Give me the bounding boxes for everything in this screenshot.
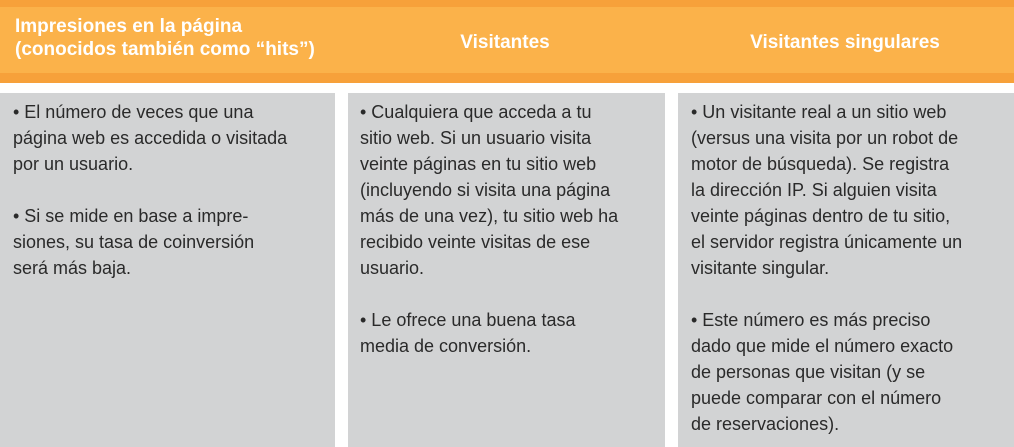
text-line: siones, su tasa de coinversión (13, 232, 255, 252)
header-visitantes-singulares: Visitantes singulares (750, 32, 940, 53)
column-visitantes-singulares (678, 93, 1014, 447)
text-line: visitante singular. (691, 258, 830, 278)
text-line: (incluyendo si visita una página (360, 180, 611, 200)
text-line: • El número de veces que una (13, 102, 254, 122)
text-line: veinte páginas dentro de tu sitio, (691, 206, 951, 226)
text-line: dado que mide el número exacto (691, 336, 954, 356)
column-visitantes (348, 93, 665, 447)
text-line: de reservaciones). (691, 414, 840, 434)
text-line: motor de búsqueda). Se registra (691, 154, 950, 174)
column-impresiones (0, 93, 335, 447)
text-line: será más baja. (13, 258, 132, 278)
text-line: (versus una visita por un robot de (691, 128, 959, 148)
text-line: media de conversión. (360, 336, 532, 356)
bullet-item (360, 99, 659, 281)
header-impresiones-line-2: (conocidos también como “hits”) (15, 39, 315, 60)
text-line: página web es accedida o visitada (13, 128, 288, 148)
text-line: la dirección IP. Si alguien visita (691, 180, 937, 200)
header-impresiones-line-1: Impresiones en la página (15, 16, 243, 37)
text-line: • Un visitante real a un sitio web (691, 102, 947, 122)
bullet-item (360, 307, 659, 359)
table-header-band (0, 0, 1014, 83)
bullet-item (691, 99, 1010, 281)
text-line: puede comparar con el número (691, 388, 942, 408)
text-line: más de una vez), tu sitio web ha (360, 206, 619, 226)
table-header-row (0, 7, 1014, 73)
bullet-item (13, 203, 329, 281)
header-impresiones (15, 7, 335, 73)
text-line: usuario. (360, 258, 425, 278)
text-line: sitio web. Si un usuario visita (360, 128, 592, 148)
bullet-item (13, 99, 329, 177)
bullet-item (691, 307, 1010, 437)
text-line: de personas que visitan (y se (691, 362, 926, 382)
text-line: • Cualquiera que acceda a tu (360, 102, 592, 122)
text-line: • Si se mide en base a impre- (13, 206, 249, 226)
text-line: veinte páginas en tu sitio web (360, 154, 597, 174)
text-line: recibido veinte visitas de ese (360, 232, 591, 252)
text-line: el servidor registra únicamente un (691, 232, 963, 252)
text-line: • Este número es más preciso (691, 310, 931, 330)
text-line: • Le ofrece una buena tasa (360, 310, 576, 330)
text-line: por un usuario. (13, 154, 134, 174)
header-visitantes: Visitantes (460, 32, 550, 53)
